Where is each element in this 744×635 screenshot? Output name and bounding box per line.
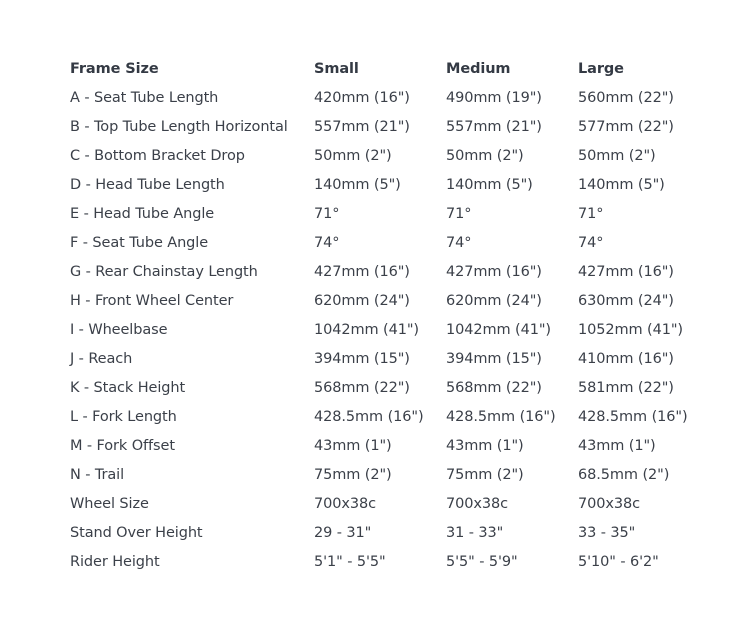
cell-small: 700x38c (314, 495, 376, 512)
table-row (70, 199, 688, 228)
cell-large: 577mm (22") (578, 118, 674, 135)
cell-small: 74° (314, 234, 340, 251)
table-row (70, 431, 688, 460)
cell-small: 427mm (16") (314, 263, 410, 280)
table-row (70, 344, 688, 373)
table-row (70, 112, 688, 141)
row-label: E - Head Tube Angle (70, 205, 215, 222)
row-label: M - Fork Offset (70, 437, 175, 454)
row-label: D - Head Tube Length (70, 176, 225, 193)
cell-small: 75mm (2") (314, 466, 392, 483)
cell-large: 5'10" - 6'2" (578, 553, 659, 570)
cell-medium: 428.5mm (16") (446, 408, 556, 425)
row-label: L - Fork Length (70, 408, 177, 425)
cell-medium: 71° (446, 205, 472, 222)
cell-medium: 43mm (1") (446, 437, 524, 454)
cell-large: 581mm (22") (578, 379, 674, 396)
row-label: A - Seat Tube Length (70, 89, 219, 106)
cell-small: 568mm (22") (314, 379, 410, 396)
cell-small: 394mm (15") (314, 350, 410, 367)
cell-small: 50mm (2") (314, 147, 392, 164)
table-row (70, 460, 688, 489)
cell-large: 1052mm (41") (578, 321, 683, 338)
cell-medium: 427mm (16") (446, 263, 542, 280)
cell-large: 428.5mm (16") (578, 408, 688, 425)
cell-large: 43mm (1") (578, 437, 656, 454)
table-row (70, 373, 688, 402)
cell-large: 560mm (22") (578, 89, 674, 106)
cell-small: 71° (314, 205, 340, 222)
header-frame-size: Frame Size (70, 60, 159, 77)
table-header-row (70, 54, 688, 83)
cell-large: 427mm (16") (578, 263, 674, 280)
table-row (70, 83, 688, 112)
cell-medium: 490mm (19") (446, 89, 542, 106)
cell-large: 630mm (24") (578, 292, 674, 309)
cell-small: 29 - 31" (314, 524, 372, 541)
cell-large: 410mm (16") (578, 350, 674, 367)
header-large: Large (578, 60, 624, 77)
row-label: H - Front Wheel Center (70, 292, 234, 309)
cell-medium: 700x38c (446, 495, 508, 512)
row-label: N - Trail (70, 466, 125, 483)
cell-medium: 557mm (21") (446, 118, 542, 135)
row-label: F - Seat Tube Angle (70, 234, 209, 251)
cell-medium: 140mm (5") (446, 176, 533, 193)
row-label: Stand Over Height (70, 524, 203, 541)
cell-small: 420mm (16") (314, 89, 410, 106)
table-row (70, 170, 688, 199)
cell-medium: 568mm (22") (446, 379, 542, 396)
cell-small: 557mm (21") (314, 118, 410, 135)
table-row (70, 228, 688, 257)
cell-small: 140mm (5") (314, 176, 401, 193)
cell-large: 700x38c (578, 495, 640, 512)
row-label: B - Top Tube Length Horizontal (70, 118, 288, 135)
cell-small: 428.5mm (16") (314, 408, 424, 425)
row-label: Rider Height (70, 553, 160, 570)
cell-small: 5'1" - 5'5" (314, 553, 386, 570)
header-medium: Medium (446, 60, 511, 77)
table-row (70, 141, 688, 170)
cell-large: 140mm (5") (578, 176, 665, 193)
row-label: K - Stack Height (70, 379, 186, 396)
cell-large: 50mm (2") (578, 147, 656, 164)
cell-medium: 620mm (24") (446, 292, 542, 309)
cell-medium: 1042mm (41") (446, 321, 551, 338)
table-row (70, 547, 688, 576)
cell-large: 74° (578, 234, 604, 251)
row-label: G - Rear Chainstay Length (70, 263, 258, 280)
row-label: J - Reach (70, 350, 133, 367)
table-row (70, 315, 688, 344)
cell-medium: 5'5" - 5'9" (446, 553, 518, 570)
cell-small: 1042mm (41") (314, 321, 419, 338)
cell-medium: 75mm (2") (446, 466, 524, 483)
cell-medium: 31 - 33" (446, 524, 504, 541)
table-row (70, 257, 688, 286)
cell-large: 33 - 35" (578, 524, 636, 541)
table-row (70, 518, 688, 547)
cell-medium: 394mm (15") (446, 350, 542, 367)
row-label: C - Bottom Bracket Drop (70, 147, 245, 164)
cell-large: 71° (578, 205, 604, 222)
table-row (70, 489, 688, 518)
table-row (70, 402, 688, 431)
cell-small: 620mm (24") (314, 292, 410, 309)
table-row (70, 286, 688, 315)
row-label: Wheel Size (70, 495, 149, 512)
cell-medium: 74° (446, 234, 472, 251)
cell-small: 43mm (1") (314, 437, 392, 454)
cell-medium: 50mm (2") (446, 147, 524, 164)
cell-large: 68.5mm (2") (578, 466, 670, 483)
row-label: I - Wheelbase (70, 321, 168, 338)
frame-geometry-table (70, 54, 688, 576)
header-small: Small (314, 60, 359, 77)
